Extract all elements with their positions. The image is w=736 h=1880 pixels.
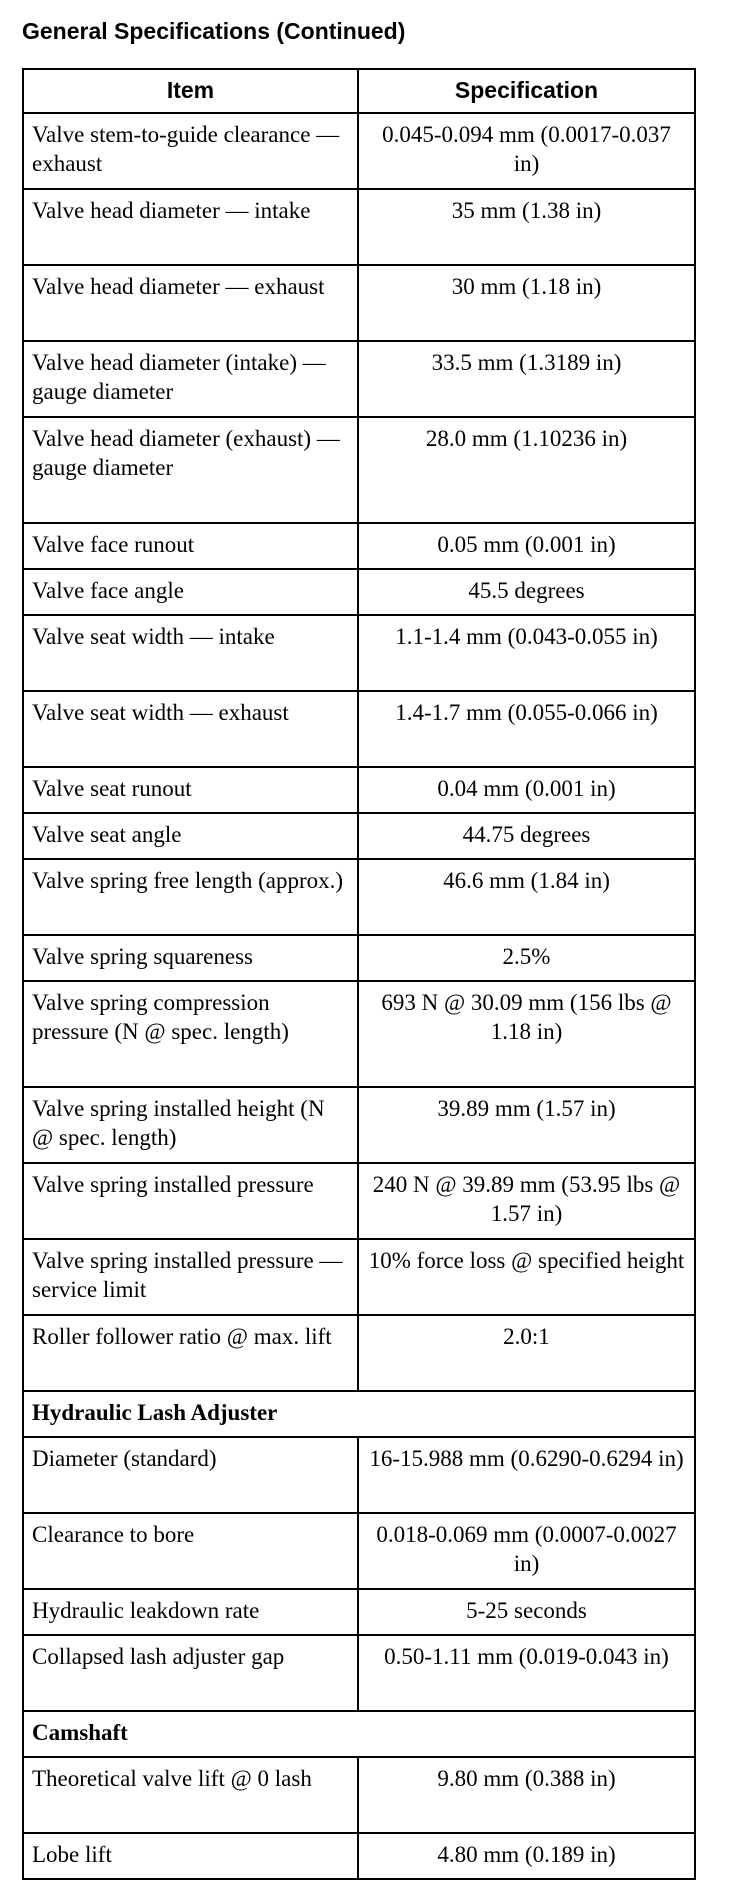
specification-cell: 4.80 mm (0.189 in) bbox=[358, 1833, 695, 1879]
item-cell: Valve spring compression pressure (N @ spec. length) bbox=[23, 981, 358, 1087]
item-cell: Valve head diameter (exhaust) — gauge diameter bbox=[23, 417, 358, 523]
section-row bbox=[23, 1391, 695, 1437]
table-row bbox=[23, 1589, 695, 1635]
table-row bbox=[23, 1163, 695, 1239]
specification-cell: 5-25 seconds bbox=[358, 1589, 695, 1635]
specification-cell: 30 mm (1.18 in) bbox=[358, 265, 695, 341]
table-body bbox=[23, 113, 695, 1879]
item-cell: Valve seat width — intake bbox=[23, 615, 358, 691]
item-cell: Valve face runout bbox=[23, 523, 358, 569]
item-cell: Valve spring installed height (N @ spec. length) bbox=[23, 1087, 358, 1163]
item-cell: Valve head diameter — exhaust bbox=[23, 265, 358, 341]
column-header-item: Item bbox=[23, 69, 358, 113]
table-row bbox=[23, 265, 695, 341]
specification-cell: 0.018-0.069 mm (0.0007-0.0027 in) bbox=[358, 1513, 695, 1589]
item-cell: Valve spring free length (approx.) bbox=[23, 859, 358, 935]
item-cell: Theoretical valve lift @ 0 lash bbox=[23, 1757, 358, 1833]
specification-cell: 44.75 degrees bbox=[358, 813, 695, 859]
specification-cell: 1.1-1.4 mm (0.043-0.055 in) bbox=[358, 615, 695, 691]
table-row bbox=[23, 1635, 695, 1711]
section-header: Camshaft bbox=[23, 1711, 695, 1757]
specification-cell: 39.89 mm (1.57 in) bbox=[358, 1087, 695, 1163]
specification-cell: 16-15.988 mm (0.6290-0.6294 in) bbox=[358, 1437, 695, 1513]
specification-cell: 693 N @ 30.09 mm (156 lbs @ 1.18 in) bbox=[358, 981, 695, 1087]
specification-cell: 2.0:1 bbox=[358, 1315, 695, 1391]
table-row bbox=[23, 1757, 695, 1833]
item-cell: Valve head diameter (intake) — gauge diameter bbox=[23, 341, 358, 417]
table-row bbox=[23, 935, 695, 981]
table-row bbox=[23, 767, 695, 813]
table-row bbox=[23, 1513, 695, 1589]
specification-cell: 45.5 degrees bbox=[358, 569, 695, 615]
table-header-row bbox=[23, 69, 695, 113]
table-row bbox=[23, 1315, 695, 1391]
item-cell: Valve stem-to-guide clearance — exhaust bbox=[23, 113, 358, 189]
item-cell: Hydraulic leakdown rate bbox=[23, 1589, 358, 1635]
table-row bbox=[23, 569, 695, 615]
table-row bbox=[23, 615, 695, 691]
specification-cell: 10% force loss @ specified height bbox=[358, 1239, 695, 1315]
table-row bbox=[23, 1437, 695, 1513]
specification-cell: 240 N @ 39.89 mm (53.95 lbs @ 1.57 in) bbox=[358, 1163, 695, 1239]
item-cell: Valve seat runout bbox=[23, 767, 358, 813]
specification-cell: 9.80 mm (0.388 in) bbox=[358, 1757, 695, 1833]
item-cell: Valve seat width — exhaust bbox=[23, 691, 358, 767]
item-cell: Diameter (standard) bbox=[23, 1437, 358, 1513]
item-cell: Valve spring installed pressure bbox=[23, 1163, 358, 1239]
specification-cell: 35 mm (1.38 in) bbox=[358, 189, 695, 265]
table-row bbox=[23, 1833, 695, 1879]
item-cell: Valve spring squareness bbox=[23, 935, 358, 981]
table-row bbox=[23, 523, 695, 569]
table-row bbox=[23, 417, 695, 523]
table-row bbox=[23, 341, 695, 417]
table-row bbox=[23, 1087, 695, 1163]
specification-cell: 46.6 mm (1.84 in) bbox=[358, 859, 695, 935]
item-cell: Clearance to bore bbox=[23, 1513, 358, 1589]
column-header-specification: Specification bbox=[358, 69, 695, 113]
section-header: Hydraulic Lash Adjuster bbox=[23, 1391, 695, 1437]
specification-cell: 1.4-1.7 mm (0.055-0.066 in) bbox=[358, 691, 695, 767]
table-row bbox=[23, 189, 695, 265]
section-row bbox=[23, 1711, 695, 1757]
specification-cell: 0.04 mm (0.001 in) bbox=[358, 767, 695, 813]
item-cell: Valve seat angle bbox=[23, 813, 358, 859]
table-row bbox=[23, 691, 695, 767]
specification-cell: 28.0 mm (1.10236 in) bbox=[358, 417, 695, 523]
specification-cell: 33.5 mm (1.3189 in) bbox=[358, 341, 695, 417]
item-cell: Valve head diameter — intake bbox=[23, 189, 358, 265]
item-cell: Collapsed lash adjuster gap bbox=[23, 1635, 358, 1711]
table-row bbox=[23, 859, 695, 935]
table-row bbox=[23, 981, 695, 1087]
table-row bbox=[23, 1239, 695, 1315]
specification-cell: 2.5% bbox=[358, 935, 695, 981]
specification-cell: 0.05 mm (0.001 in) bbox=[358, 523, 695, 569]
specifications-table bbox=[22, 68, 696, 1880]
item-cell: Valve face angle bbox=[23, 569, 358, 615]
item-cell: Roller follower ratio @ max. lift bbox=[23, 1315, 358, 1391]
item-cell: Valve spring installed pressure — service limit bbox=[23, 1239, 358, 1315]
table-row bbox=[23, 813, 695, 859]
specification-cell: 0.045-0.094 mm (0.0017-0.037 in) bbox=[358, 113, 695, 189]
specification-cell: 0.50-1.11 mm (0.019-0.043 in) bbox=[358, 1635, 695, 1711]
table-row bbox=[23, 113, 695, 189]
page-title: General Specifications (Continued) bbox=[22, 18, 406, 44]
item-cell: Lobe lift bbox=[23, 1833, 358, 1879]
